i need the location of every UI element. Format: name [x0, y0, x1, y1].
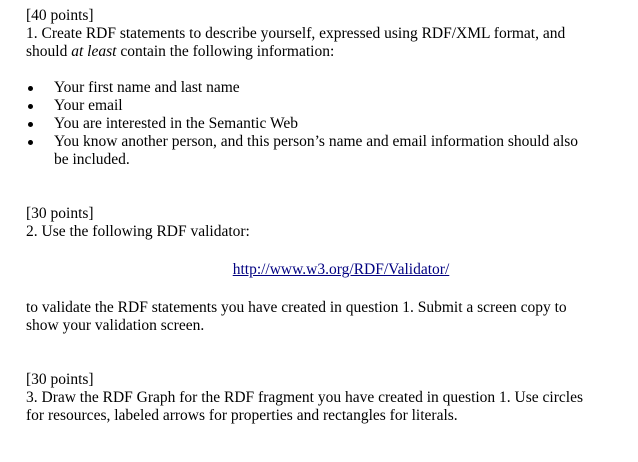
- q3-line1: 3. Draw the RDF Graph for the RDF fragment you have created in question 1. Use circles: [26, 389, 583, 406]
- validator-link-row: [26, 261, 626, 279]
- q1-intro-line2-before: should: [26, 43, 72, 60]
- q1-emphasis: at least: [71, 43, 117, 60]
- question-1: [26, 7, 626, 169]
- q1-intro-line2: [26, 43, 626, 61]
- validator-link[interactable]: http://www.w3.org/RDF/Validator/: [232, 261, 450, 278]
- bullet-icon: [28, 104, 33, 109]
- q1-intro-line1: 1. Create RDF statements to describe yourself, expressed using RDF/XML format, and: [26, 25, 566, 42]
- list-item: Your first name and last name: [26, 79, 626, 97]
- question-2: [26, 205, 626, 335]
- q3-line2: for resources, labeled arrows for properties and rectangles for literals.: [26, 407, 458, 424]
- bullet-icon: [28, 86, 33, 91]
- list-item: You know another person, and this person’s name and email information should also be included.: [26, 133, 626, 169]
- q2-intro: 2. Use the following RDF validator:: [26, 223, 250, 240]
- q1-bullet-list: [26, 79, 626, 169]
- q1-points: [40 points]: [26, 7, 94, 24]
- bullet-icon: [28, 140, 33, 145]
- q2-points: [30 points]: [26, 205, 94, 222]
- question-3: [26, 371, 626, 425]
- assignment-document: [26, 7, 626, 425]
- list-item: Your email: [26, 97, 626, 115]
- q2-after-line2: show your validation screen.: [26, 317, 205, 334]
- q2-after-line1: to validate the RDF statements you have created in question 1. Submit a screen copy to: [26, 299, 567, 316]
- q1-intro-line2-after: contain the following information:: [116, 43, 335, 60]
- bullet-icon: [28, 122, 33, 127]
- list-item: You are interested in the Semantic Web: [26, 115, 626, 133]
- q3-points: [30 points]: [26, 371, 94, 388]
